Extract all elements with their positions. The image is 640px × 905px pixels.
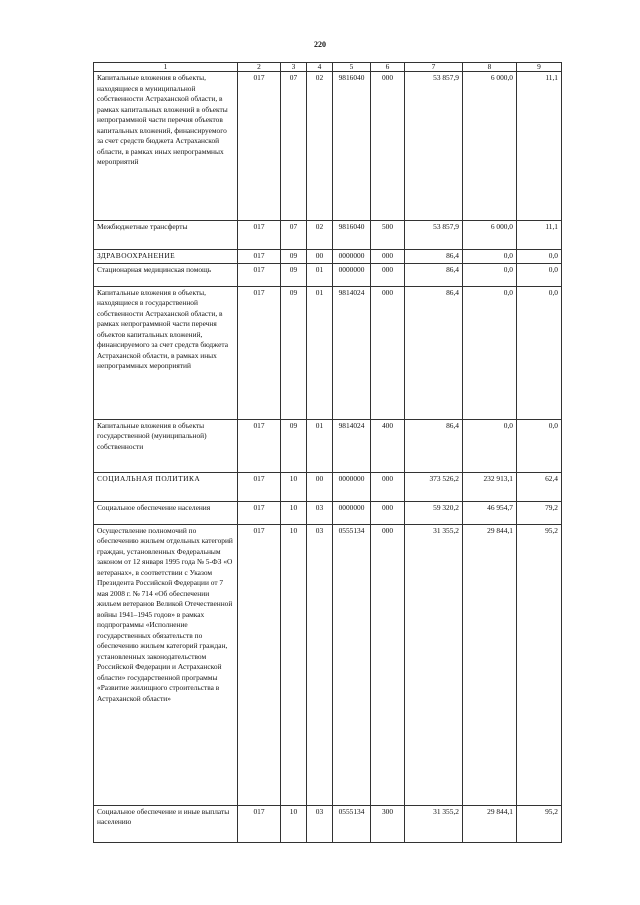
expense-type-cell: 000 [371,286,405,419]
column-header: 1 [94,63,238,72]
expense-type-cell: 500 [371,221,405,250]
ministry-code-cell: 017 [238,419,281,472]
row-name-cell: СОЦИАЛЬНАЯ ПОЛИТИКА [94,472,238,501]
row-name-cell: Стационарная медицинская помощь [94,263,238,286]
section-cell: 10 [281,805,307,842]
section-cell: 09 [281,286,307,419]
table-body [94,72,562,843]
executed-amount-cell: 6 000,0 [463,72,517,221]
ministry-code-cell: 017 [238,472,281,501]
ministry-code-cell: 017 [238,250,281,264]
table-row [94,72,562,221]
subsection-cell: 00 [307,472,333,501]
planned-amount-cell: 86,4 [405,419,463,472]
budget-table [93,62,562,843]
ministry-code-cell: 017 [238,524,281,805]
section-cell: 10 [281,472,307,501]
target-article-cell: 0000000 [333,472,371,501]
column-header: 7 [405,63,463,72]
subsection-cell: 02 [307,221,333,250]
subsection-cell: 03 [307,524,333,805]
ministry-code-cell: 017 [238,805,281,842]
column-header: 2 [238,63,281,72]
column-header: 4 [307,63,333,72]
section-cell: 10 [281,501,307,524]
subsection-cell: 00 [307,250,333,264]
column-header: 8 [463,63,517,72]
target-article-cell: 0000000 [333,501,371,524]
planned-amount-cell: 59 320,2 [405,501,463,524]
expense-type-cell: 300 [371,805,405,842]
execution-percent-cell: 62,4 [517,472,562,501]
executed-amount-cell: 29 844,1 [463,524,517,805]
row-name-cell: Социальное обеспечение и иные выплаты населению [94,805,238,842]
execution-percent-cell: 95,2 [517,524,562,805]
executed-amount-cell: 46 954,7 [463,501,517,524]
expense-type-cell: 400 [371,419,405,472]
execution-percent-cell: 0,0 [517,419,562,472]
section-cell: 09 [281,250,307,264]
target-article-cell: 9816040 [333,72,371,221]
table-row [94,524,562,805]
section-cell: 10 [281,524,307,805]
row-name-cell: Осуществление полномочий по обеспечению жильем отдельных категорий граждан, установленных Федеральным законом от 12 января 1995 года № 5-ФЗ «О ветеранах», в соответствии с Указом Президента Российской Федерации от 7 мая 2008 г. № 714 «Об обеспечении жильем ветеранов Великой Отечественной войны 1941–1945 годов» в рамках подпрограммы «Исполнение государственных обязательств по обеспечению жильем категорий граждан, установленных законодательством Российской Федерации и Астраханской области» государственной программы «Развитие жилищного строительства в Астраханской области» [94,524,238,805]
subsection-cell: 01 [307,286,333,419]
row-name-cell: ЗДРАВООХРАНЕНИЕ [94,250,238,264]
page-number: 220 [314,40,326,49]
planned-amount-cell: 31 355,2 [405,805,463,842]
ministry-code-cell: 017 [238,501,281,524]
subsection-cell: 02 [307,72,333,221]
execution-percent-cell: 11,1 [517,221,562,250]
ministry-code-cell: 017 [238,263,281,286]
table-row [94,472,562,501]
table-row [94,419,562,472]
expense-type-cell: 000 [371,72,405,221]
target-article-cell: 9814024 [333,419,371,472]
table-row [94,250,562,264]
table-row [94,805,562,842]
executed-amount-cell: 232 913,1 [463,472,517,501]
planned-amount-cell: 86,4 [405,286,463,419]
expense-type-cell: 000 [371,472,405,501]
target-article-cell: 9814024 [333,286,371,419]
planned-amount-cell: 86,4 [405,263,463,286]
subsection-cell: 03 [307,501,333,524]
executed-amount-cell: 0,0 [463,286,517,419]
column-header: 6 [371,63,405,72]
execution-percent-cell: 0,0 [517,263,562,286]
column-header: 3 [281,63,307,72]
expense-type-cell: 000 [371,263,405,286]
table-row [94,263,562,286]
planned-amount-cell: 53 857,9 [405,221,463,250]
table-row [94,286,562,419]
section-cell: 07 [281,72,307,221]
target-article-cell: 0555134 [333,524,371,805]
execution-percent-cell: 0,0 [517,286,562,419]
execution-percent-cell: 0,0 [517,250,562,264]
column-header: 5 [333,63,371,72]
executed-amount-cell: 6 000,0 [463,221,517,250]
planned-amount-cell: 53 857,9 [405,72,463,221]
execution-percent-cell: 79,2 [517,501,562,524]
ministry-code-cell: 017 [238,286,281,419]
subsection-cell: 03 [307,805,333,842]
target-article-cell: 9816040 [333,221,371,250]
column-header: 9 [517,63,562,72]
subsection-cell: 01 [307,419,333,472]
target-article-cell: 0000000 [333,263,371,286]
execution-percent-cell: 11,1 [517,72,562,221]
row-name-cell: Межбюджетные трансферты [94,221,238,250]
expense-type-cell: 000 [371,501,405,524]
planned-amount-cell: 86,4 [405,250,463,264]
planned-amount-cell: 373 526,2 [405,472,463,501]
column-header-row [94,63,562,72]
expense-type-cell: 000 [371,524,405,805]
row-name-cell: Капитальные вложения в объекты, находящиеся в государственной собственности Астраханской области, в рамках непрограммной части перечня объектов капитальных вложений, финансируемого за счет средств бюджета Астраханской области, в рамках иных непрограммных мероприятий [94,286,238,419]
target-article-cell: 0000000 [333,250,371,264]
executed-amount-cell: 0,0 [463,263,517,286]
section-cell: 09 [281,263,307,286]
row-name-cell: Социальное обеспечение населения [94,501,238,524]
row-name-cell: Капитальные вложения в объекты государственной (муниципальной) собственности [94,419,238,472]
executed-amount-cell: 0,0 [463,250,517,264]
executed-amount-cell: 29 844,1 [463,805,517,842]
subsection-cell: 01 [307,263,333,286]
expense-type-cell: 000 [371,250,405,264]
executed-amount-cell: 0,0 [463,419,517,472]
planned-amount-cell: 31 355,2 [405,524,463,805]
ministry-code-cell: 017 [238,72,281,221]
execution-percent-cell: 95,2 [517,805,562,842]
table-row [94,501,562,524]
section-cell: 07 [281,221,307,250]
ministry-code-cell: 017 [238,221,281,250]
section-cell: 09 [281,419,307,472]
table-row [94,221,562,250]
row-name-cell: Капитальные вложения в объекты, находящиеся в муниципальной собственности Астраханской области, в рамках капитальных вложений в объекты непрограммной части перечня объектов капитальных вложений, финансируемого за счет средств бюджета Астраханской области, в рамках иных непрограммных мероприятий [94,72,238,221]
target-article-cell: 0555134 [333,805,371,842]
